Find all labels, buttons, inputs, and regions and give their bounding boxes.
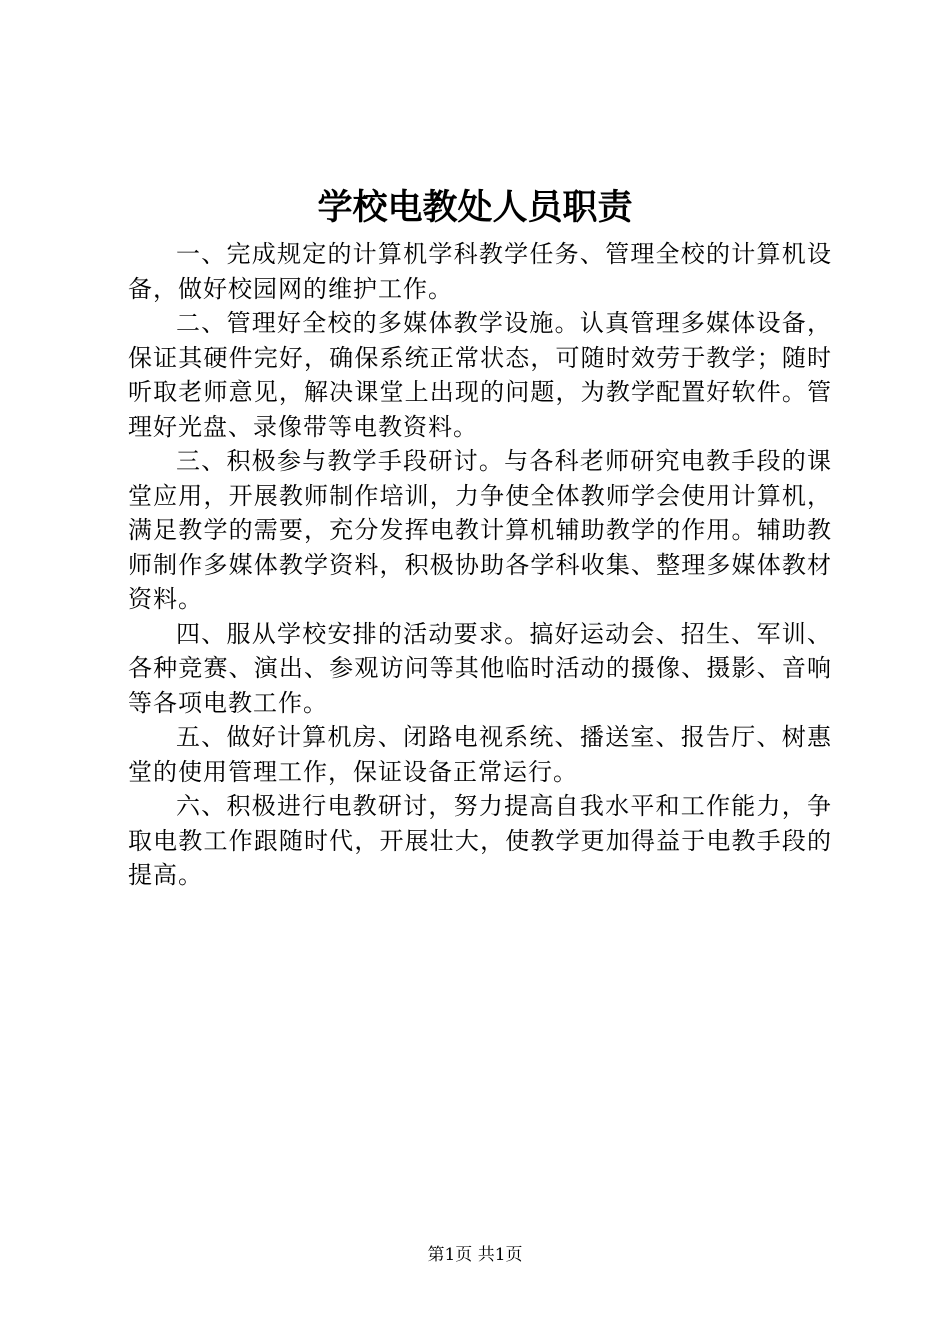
paragraph-5: 五、做好计算机房、闭路电视系统、播送室、报告厅、树惠堂的使用管理工作，保证设备正常运行。 <box>128 723 832 786</box>
page-footer: 第1页 共1页 <box>427 1245 523 1265</box>
paragraph-4: 四、服从学校安排的活动要求。搞好运动会、招生、军训、各种竞赛、演出、参观访问等其他临时活动的摄像、摄影、音响等各项电教工作。 <box>128 619 832 717</box>
paragraph-6: 六、积极进行电教研讨，努力提高自我水平和工作能力，争取电教工作跟随时代，开展壮大，使教学更加得益于电教手段的提高。 <box>128 792 832 889</box>
paragraph-1: 一、完成规定的计算机学科教学任务、管理全校的计算机设备，做好校园网的维护工作。 <box>128 240 832 303</box>
document-title: 学校电教处人员职责 <box>317 187 633 228</box>
document-body <box>128 237 832 893</box>
paragraph-3: 三、积极参与教学手段研讨。与各科老师研究电教手段的课堂应用，开展教师制作培训，力争使全体教师学会使用计算机，满足教学的需要，充分发挥电教计算机辅助教学的作用。辅助教师制作多媒体教学资料，积极协助各学科收集、整理多媒体教材资料。 <box>128 447 832 613</box>
paragraph-2: 二、管理好全校的多媒体教学设施。认真管理多媒体设备，保证其硬件完好，确保系统正常状态，可随时效劳于教学；随时听取老师意见，解决课堂上出现的问题，为教学配置好软件。管理好光盘、录像带等电教资料。 <box>128 309 832 441</box>
